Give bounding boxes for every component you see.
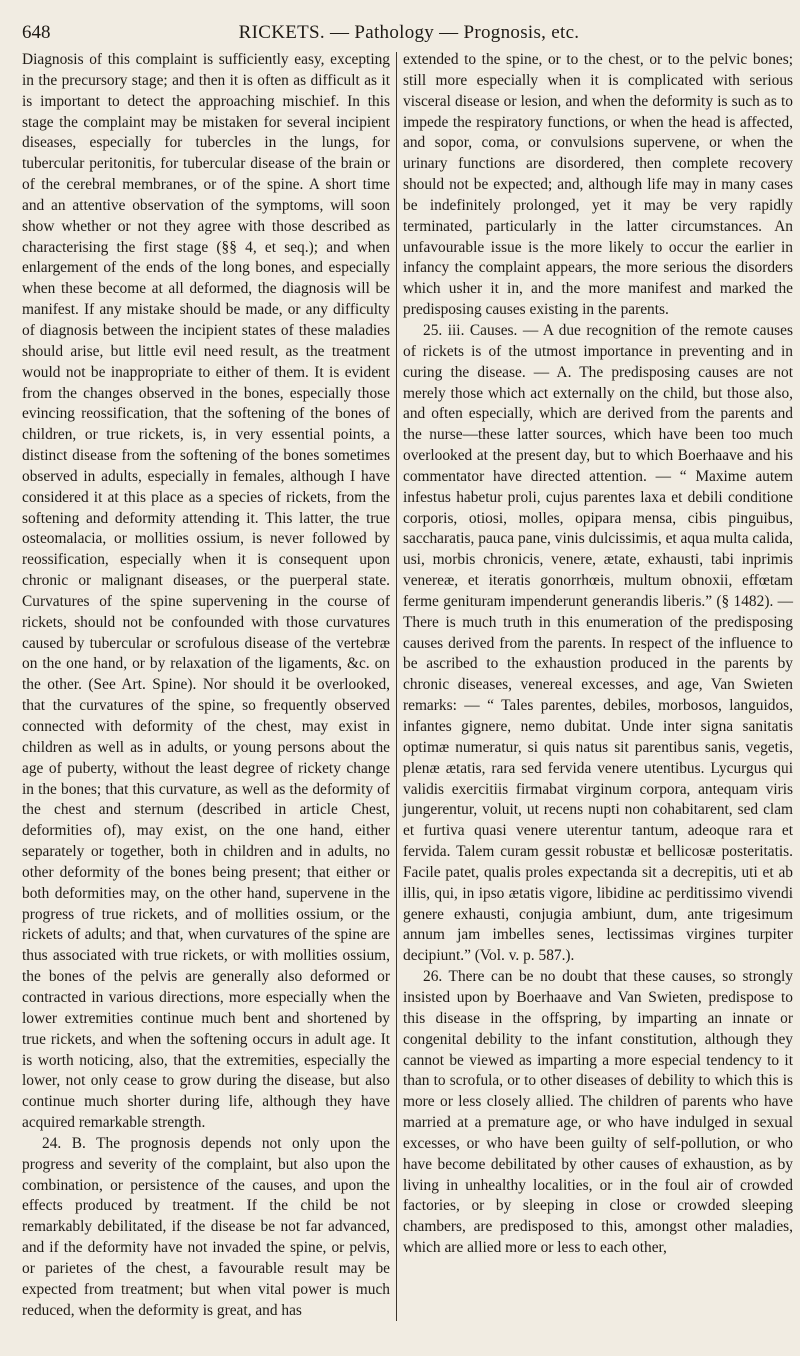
paragraph-26: 26. There can be no doubt that these causes, so strongly insisted upon by Boerhaave and Van Swieten, predispose to this disease in the offspring, by imparting an innate or congenital debility to the infant constitution, although they cannot be viewed as imparting a more especial tendency to it than to scrofula, or to other diseases of debility to which this is more or less closely allied. The children of parents who have married at a premature age, or who have indulged in sexual excesses, or who have been guilty of self-pollution, or who have become debilitated by other causes of exhaustion, as by living in unhealthy localities, or in the foul air of crowded factories, or by sleeping in close or crowded sleeping chambers, are predisposed to this, amongst other maladies, which are allied more or less to each other, — [403, 968, 793, 1257]
running-header — [22, 16, 796, 50]
paragraph-24-prognosis: 24. B. The prognosis depends not only upon the progress and severity of the complaint, but also upon the combination, or persistence of the causes, and upon the effects produced by treatment. If the child be not remarkably debilitated, if the disease be not far advanced, and if the deformity have not invaded the spine, or pelvis, or parietes of the chest, a favourable result may be expected from treatment; but when vital power is much reduced, when the deformity is great, and has — [22, 1134, 390, 1319]
paragraph-prognosis-continued: extended to the spine, or to the chest, or to the pelvic bones; still more especially when it is complicated with serious visceral disease or lesion, and when the deformity is such as to impede the respiratory functions, or when the head is affected, and sopor, coma, or convulsions supervene, or when the urinary functions are disordered, then complete recovery should not be expected; and, although life may in many cases be indefinitely prolonged, yet it may be very rapidly terminated, particularly in the latter circumstances. An unfavourable issue is the more likely to occur the earlier in infancy the complaint appears, the more serious the disorders which usher it in, and the more manifest and marked the predisposing causes existing in the parents. — [403, 51, 793, 319]
left-column — [22, 50, 396, 1321]
right-column — [397, 50, 793, 1321]
paragraph-25-causes: 25. iii. Causes. — A due recognition of the remote causes of rickets is of the utmost importance in preventing and in curing the disease. — A. The predisposing causes are not merely those which act externally on the child, but those also, and often especially, which are derived from the parents and the nurse—these latter sources, which have been too much overlooked at the present day, but to which Boerhaave and his commentator have directed attention. — “ Maxime autem infestus habetur proli, cujus parentes laxa et debili conditione corporis, otiosi, molles, opipara mensa, cibis pinguibus, saccharatis, pauca pane, vinis dulcissimis, et aqua multa calida, usi, morbis chronicis, venere, ætate, exhausti, tabi inprimis venereæ, et iteratis gonorrhœis, multum obnoxii, effœtam ferme genituram impenderunt generandis liberis.” (§ 1482). — There is much truth in this enumeration of the predisposing causes derived from the parents. In respect of the influence to be ascribed to the exhaustion produced in the parents by chronic diseases, venereal excesses, and age, Van Swieten remarks: — “ Tales parentes, debiles, morbosos, languidos, infantes gignere, nemo dubitat. Unde inter signa sanitatis optimæ numeratur, si quis natus sit parentibus sanis, vegetis, plenæ ætatis, rara sed fervida venere utentibus. Lycurgus qui validis exercitiis firmabat virginum corpora, antequam viris jungerentur, voluit, ut recens nupti non cohabitarent, sed clam et furtiva quasi venere uterentur tantum, adeoque rara et fervida. Talem curam gessit robustæ et bellicosæ posteritatis. Facile patet, qualis proles expectanda sit a decrepitis, uti et ab illis, qui, in ipso ætatis vigore, libidine ac perditissimo vivendi genere exhausti, conjugia ambiunt, dum, ante trigesimum annum jam imbelles senes, lectissimas virgines turpiter decipiunt.” (Vol. v. p. 587.). — [403, 321, 793, 965]
two-column-body — [22, 50, 796, 1321]
paragraph-diagnosis: Diagnosis of this complaint is sufficiently easy, excepting in the precursory stage; and then it is often as difficult as it is important to detect the approaching mischief. In this stage the complaint may be mistaken for several incipient diseases, especially for tubercles in the lungs, for tubercular peritonitis, for tubercular disease of the brain or of the cerebral membranes, or of the spine. A short time and an attentive observation of the symptoms, will soon show whether or not they agree with those described as characterising the first stage (§§ 4, et seq.); and when enlargement of the ends of the long bones, and especially when these become at all deformed, the diagnosis will be manifest. If any mistake should be made, or any difficulty of diagnosis between the incipient states of these maladies should arise, but little evil need result, as the treatment would not be inappropriate to either of them. It is evident from the changes observed in the bones, especially those evincing reossification, that the softening of the bones of children, or true rickets, is, in very essential points, a distinct disease from the softening of the bones sometimes observed in adults, especially in females, although I have considered it at this place as a species of rickets, from the softening and deformity attending it. This latter, the true osteomalacia, or mollities ossium, is never followed by reossification, especially when it is consequent upon chronic or malignant diseases, or the puerperal state. Curvatures of the spine supervening in the course of rickets, should not be confounded with those curvatures caused by tubercular or scrofulous disease of the vertebræ on the one hand, or by relaxation of the ligaments, &c. on the other. (See Art. Spine). Nor should it be overlooked, that the curvatures of the spine, so frequently observed connected with deformity of the chest, may exist in children as well as in adults, or young persons about the age of puberty, without the least degree of rickety change in the bones; that this curvature, as well as the deformity of the chest and sternum (described in article Chest, deformities of), may exist, on the one hand, either separately or together, both in children and in adults, no other deformity of the bones being present; that either or both deformities may, on the other hand, supervene in the progress of true rickets, and of mollities ossium, or the rickets of adults; and that, when curvatures of the spine are thus associated with true rickets, or with mollities ossium, the bones of the pelvis are generally also deformed or contracted in various directions, more especially when the lower extremities continue much bent and shortened by true rickets, and when the softening occurs in adult age. It is worth noticing, also, that the extremities, especially the lower, not only cease to grow during the disease, but also continue much shorter during life, although they have acquired remarkable strength. — [22, 51, 390, 1132]
running-title: RICKETS. — Pathology — Prognosis, etc. — [238, 22, 580, 43]
page-number: 648 — [22, 22, 51, 43]
